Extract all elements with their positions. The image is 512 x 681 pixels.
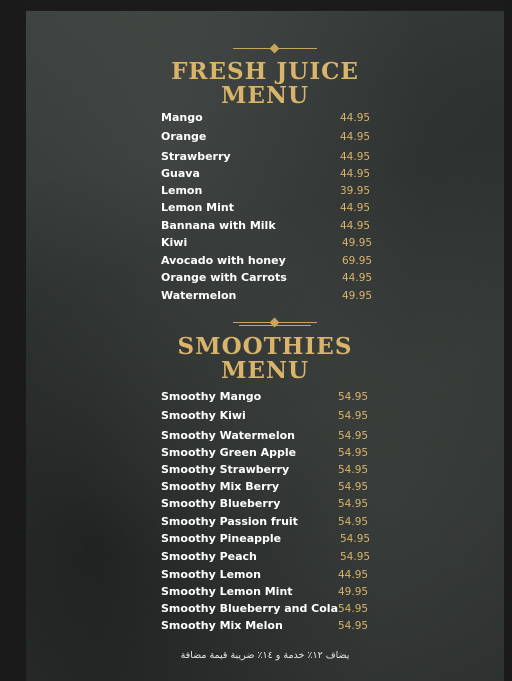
smoothie-item-price: 54.95 (338, 498, 369, 510)
juice-item (161, 270, 401, 286)
viewer-left-border (0, 0, 26, 681)
juice-item-name: Orange with Carrots (161, 271, 287, 284)
juice-item (161, 288, 401, 304)
smoothie-item-price: 54.95 (338, 603, 369, 615)
smoothie-item-name: Smoothy Mango (161, 390, 262, 403)
tax-service-note: يضاف ١٢٪ خدمة و ١٤٪ ضريبة قيمة مضافة (180, 650, 350, 661)
smoothie-item-name: Smoothy Pineapple (161, 532, 282, 545)
smoothies-title-menu: MENU (220, 357, 310, 384)
smoothie-item (161, 428, 401, 444)
smoothie-item-name: Smoothy Blueberry and Cola (161, 602, 338, 615)
smoothie-item-name: Smoothy Peach (161, 550, 257, 563)
juice-item (161, 149, 401, 165)
smoothie-item-name: Smoothy Watermelon (161, 429, 295, 442)
juice-item (161, 129, 401, 145)
smoothie-item (161, 601, 401, 617)
juice-item-name: Kiwi (161, 236, 188, 249)
smoothie-item (161, 531, 401, 547)
juice-item (161, 218, 401, 234)
juice-item-price: 44.95 (340, 202, 371, 214)
smoothie-item (161, 496, 401, 512)
menu-page (26, 11, 504, 681)
smoothie-item (161, 462, 401, 478)
smoothie-item (161, 618, 401, 634)
juice-item (161, 200, 401, 216)
juice-item-price: 44.95 (340, 168, 371, 180)
juice-item-price: 44.95 (340, 220, 371, 232)
viewer-top-border (0, 0, 512, 10)
juice-item-name: Bannana with Milk (161, 219, 276, 232)
juice-item (161, 183, 401, 199)
smoothie-item (161, 408, 401, 424)
juice-item-price: 39.95 (340, 185, 371, 197)
smoothie-item-price: 54.95 (338, 430, 369, 442)
smoothie-item (161, 389, 401, 405)
juice-item-name: Strawberry (161, 150, 231, 163)
smoothie-item-name: Smoothy Mix Berry (161, 480, 280, 493)
smoothie-item-price: 54.95 (340, 533, 371, 545)
smoothie-item-price: 54.95 (338, 410, 369, 422)
juice-item-name: Mango (161, 111, 203, 124)
juice-item-price: 49.95 (342, 290, 373, 302)
smoothie-item-name: Smoothy Lemon (161, 568, 261, 581)
juice-item-name: Avocado with honey (161, 254, 286, 267)
viewer-right-border (504, 0, 512, 681)
smoothie-item-name: Smoothy Mix Melon (161, 619, 283, 632)
smoothie-item-name: Smoothy Passion fruit (161, 515, 298, 528)
smoothie-item-price: 54.95 (338, 391, 369, 403)
juice-ornament (233, 44, 317, 56)
smoothie-item-price: 49.95 (338, 586, 369, 598)
smoothie-item-name: Smoothy Kiwi (161, 409, 246, 422)
smoothie-item-name: Smoothy Green Apple (161, 446, 297, 459)
juice-item (161, 235, 401, 251)
juice-item-name: Lemon Mint (161, 201, 234, 214)
smoothie-item-price: 54.95 (338, 620, 369, 632)
smoothie-item (161, 549, 401, 565)
smoothie-item (161, 567, 401, 583)
juice-item-price: 44.95 (342, 272, 373, 284)
juice-item-name: Lemon (161, 184, 203, 197)
juice-item-name: Guava (161, 167, 200, 180)
smoothie-item-name: Smoothy Lemon Mint (161, 585, 293, 598)
smoothie-item-price: 54.95 (338, 464, 369, 476)
smoothies-ornament (233, 318, 317, 330)
juice-item (161, 166, 401, 182)
smoothie-item (161, 445, 401, 461)
smoothie-item-price: 54.95 (338, 481, 369, 493)
smoothies-title: SMOOTHIES (177, 333, 353, 360)
smoothie-item-name: Smoothy Strawberry (161, 463, 290, 476)
juice-item-price: 44.95 (340, 112, 371, 124)
juice-title-menu: MENU (220, 82, 310, 109)
smoothie-item (161, 514, 401, 530)
smoothie-item (161, 479, 401, 495)
juice-item-name: Watermelon (161, 289, 237, 302)
smoothie-item-name: Smoothy Blueberry (161, 497, 281, 510)
juice-item-price: 69.95 (342, 255, 373, 267)
smoothie-item (161, 584, 401, 600)
smoothie-item-price: 54.95 (338, 447, 369, 459)
smoothie-item-price: 54.95 (340, 551, 371, 563)
juice-item-price: 44.95 (340, 131, 371, 143)
juice-item (161, 110, 401, 126)
juice-item (161, 253, 401, 269)
juice-item-name: Orange (161, 130, 207, 143)
smoothie-item-price: 54.95 (338, 516, 369, 528)
juice-item-price: 44.95 (340, 151, 371, 163)
juice-title: FRESH JUICE (171, 58, 359, 85)
smoothie-item-price: 44.95 (338, 569, 369, 581)
juice-item-price: 49.95 (342, 237, 373, 249)
